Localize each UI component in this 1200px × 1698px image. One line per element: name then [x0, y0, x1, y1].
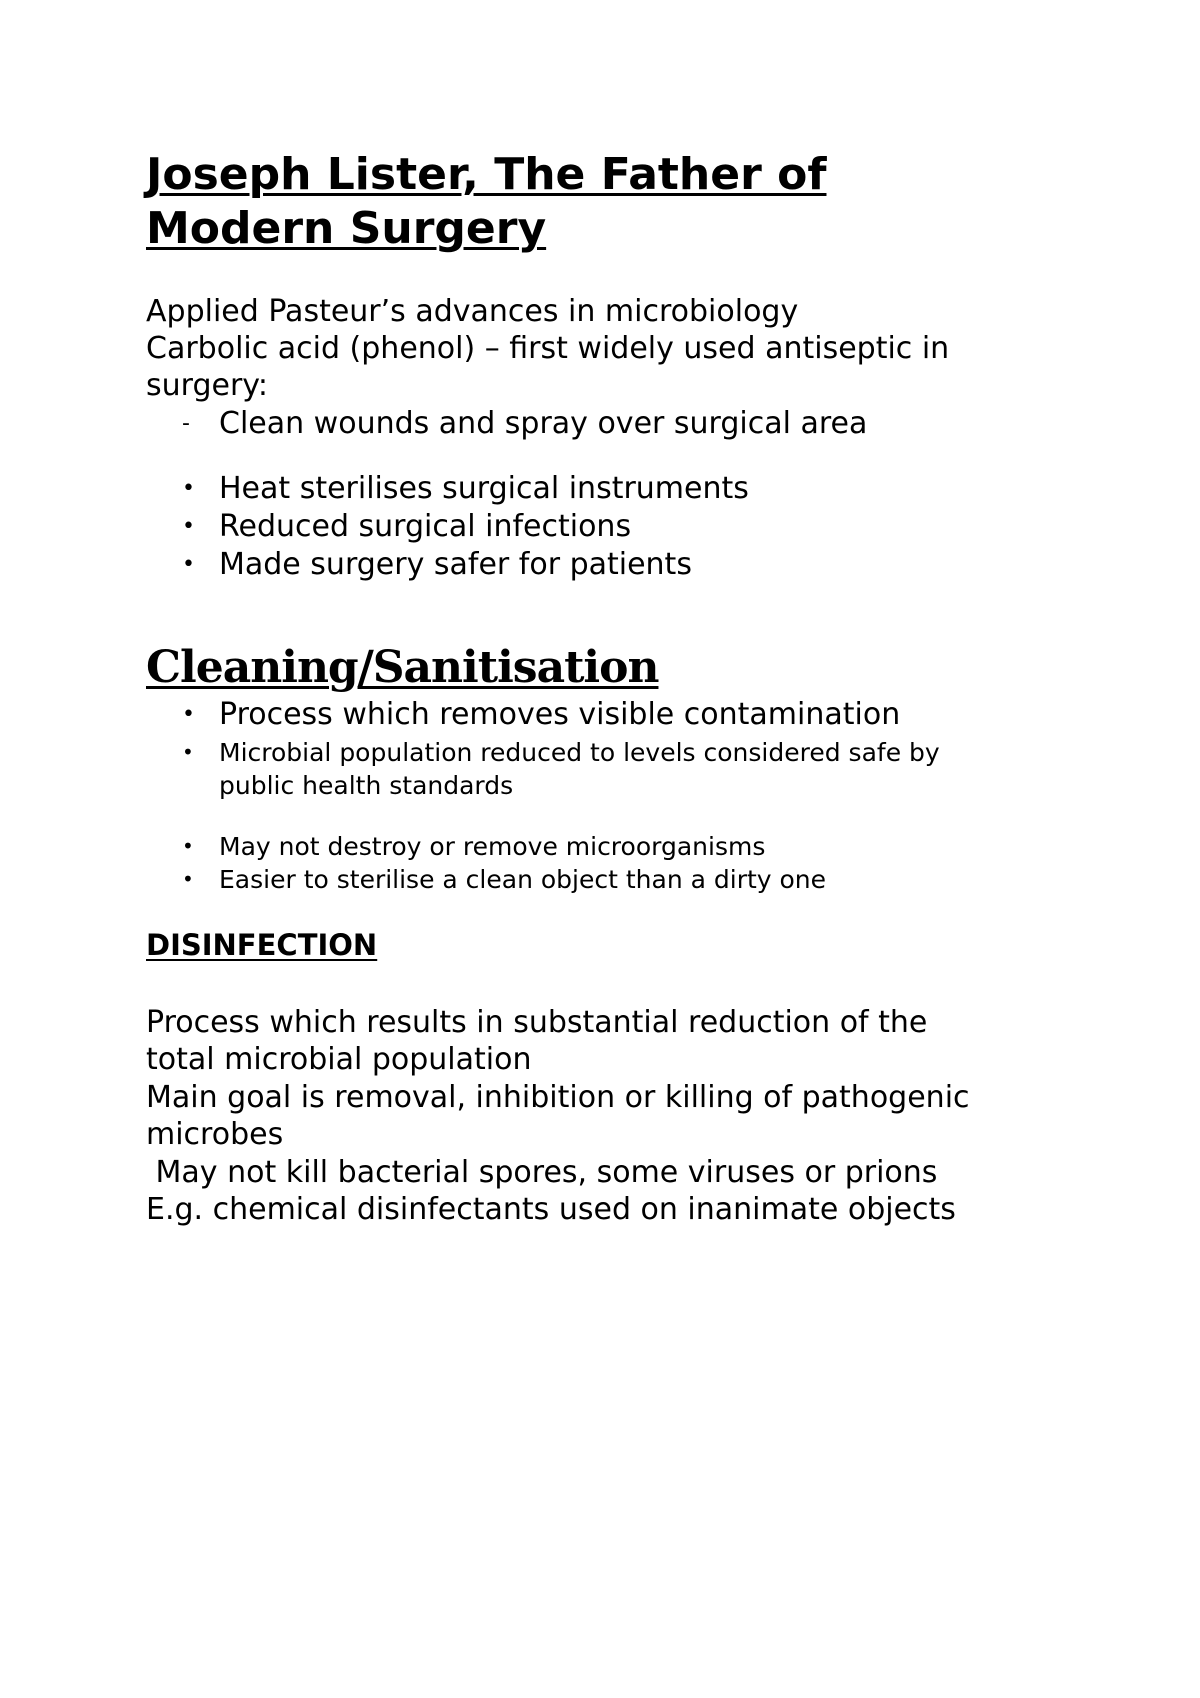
- paragraph-line: Carbolic acid (phenol) – first widely used antiseptic in: [146, 331, 950, 366]
- list-item-text: May not destroy or remove microorganisms: [219, 832, 766, 861]
- list-item-text: Reduced surgical infections: [219, 509, 632, 544]
- paragraph-line: Main goal is removal, inhibition or killing of pathogenic: [146, 1080, 970, 1115]
- section-heading-cleaning: Cleaning/Sanitisation: [146, 642, 659, 693]
- paragraph-line: microbes: [146, 1117, 284, 1152]
- paragraph-line: E.g. chemical disinfectants used on inanimate objects: [146, 1192, 956, 1227]
- bullet-marker: •: [182, 514, 195, 539]
- paragraph-line: May not kill bacterial spores, some viruses or prions: [146, 1155, 938, 1190]
- list-item-text: Heat sterilises surgical instruments: [219, 471, 749, 506]
- page-title-line-2: Modern Surgery: [146, 203, 547, 254]
- list-item-text: Process which removes visible contamination: [219, 697, 901, 732]
- paragraph-line: total microbial population: [146, 1042, 532, 1077]
- paragraph-line: surgery:: [146, 368, 268, 403]
- list-item-text: Easier to sterilise a clean object than a dirty one: [219, 865, 827, 894]
- section-heading-disinfection: DISINFECTION: [146, 928, 378, 962]
- bullet-marker: •: [182, 740, 194, 764]
- list-item-text: public health standards: [219, 771, 514, 800]
- bullet-marker: •: [182, 552, 195, 577]
- bullet-marker: •: [182, 867, 194, 891]
- bullet-marker: •: [182, 702, 195, 727]
- list-item-text: Clean wounds and spray over surgical area: [219, 406, 868, 441]
- paragraph-line: Applied Pasteur’s advances in microbiology: [146, 294, 799, 329]
- paragraph-line: Process which results in substantial reduction of the: [146, 1005, 928, 1040]
- list-item-text: Microbial population reduced to levels considered safe by: [219, 738, 940, 767]
- list-item-text: Made surgery safer for patients: [219, 547, 692, 582]
- bullet-marker: •: [182, 834, 194, 858]
- bullet-marker: •: [182, 476, 195, 501]
- dash-marker: -: [182, 411, 190, 436]
- page-title-line-1: Joseph Lister, The Father of: [146, 149, 827, 200]
